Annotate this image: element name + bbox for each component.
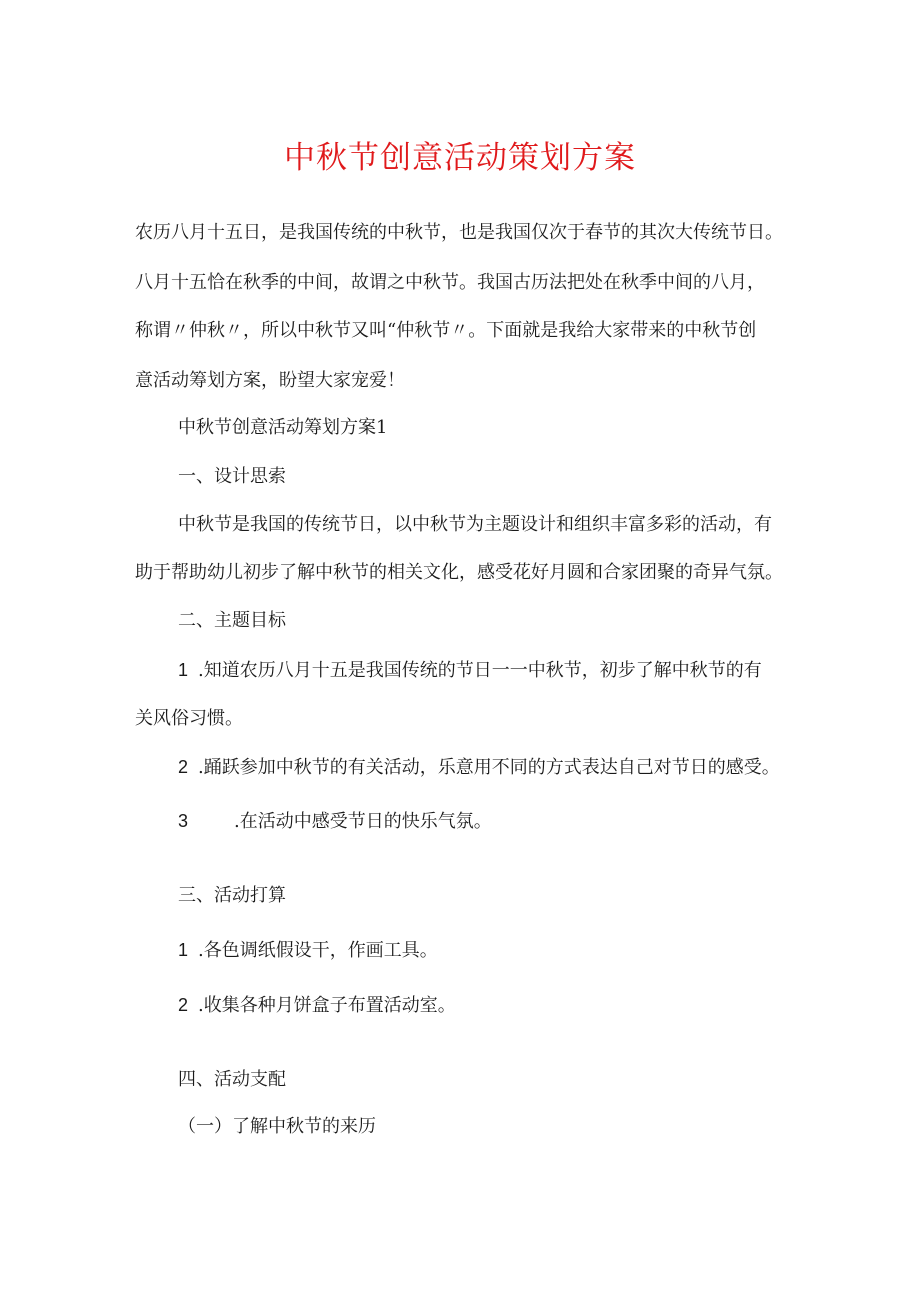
section-3-heading: 三、活动打算 — [178, 885, 286, 906]
section-4-heading: 四、活动支配 — [178, 1069, 286, 1090]
plan-heading: 中秋节创意活动筹划方案1 — [178, 417, 388, 438]
intro-line-2: 八月十五恰在秋季的中间，故谓之中秋节。我国古历法把处在秋季中间的八月， — [135, 272, 765, 293]
goal-item-2 — [178, 754, 780, 781]
prep-item-1-text: .各色调纸假设干，作画工具。 — [198, 940, 438, 961]
goal-item-1 — [178, 657, 762, 684]
goal-item-1-number: 1 — [178, 660, 189, 680]
goal-item-2-text: .踊跃参加中秋节的有关活动，乐意用不同的方式表达自己对节日的感受。 — [198, 757, 780, 778]
prep-item-2 — [178, 992, 456, 1019]
goal-item-1-continuation: 关风俗习惯。 — [135, 708, 243, 729]
goal-item-3-number: 3 — [178, 811, 189, 831]
prep-item-1 — [178, 937, 438, 964]
section-2-heading: 二、主题目标 — [178, 610, 286, 631]
section-1-heading: 一、设计思索 — [178, 466, 286, 487]
intro-line-4: 意活动筹划方案，盼望大家宠爱！ — [135, 370, 405, 391]
document-title: 中秋节创意活动策划方案 — [284, 140, 636, 176]
intro-line-1: 农历八月十五日，是我国传统的中秋节，也是我国仅次于春节的其次大传统节日。 — [135, 222, 783, 243]
goal-item-3-text: .在活动中感受节日的快乐气氛。 — [234, 811, 492, 832]
goal-item-1-text: .知道农历八月十五是我国传统的节日一一中秋节，初步了解中秋节的有 — [198, 660, 762, 681]
prep-item-2-text: .收集各种月饼盒子布置活动室。 — [198, 995, 456, 1016]
section-1-body-line-1: 中秋节是我国的传统节日，以中秋节为主题设计和组织丰富多彩的活动，有 — [178, 514, 772, 535]
goal-item-3 — [178, 808, 492, 835]
prep-item-1-number: 1 — [178, 940, 189, 960]
section-4-subheading: （一）了解中秋节的来历 — [178, 1116, 376, 1137]
section-1-body-line-2: 助于帮助幼儿初步了解中秋节的相关文化，感受花好月圆和合家团聚的奇异气氛。 — [135, 562, 783, 583]
intro-line-3: 称谓〃仲秋〃，所以中秋节又叫“仲秋节〃。下面就是我给大家带来的中秋节创 — [135, 320, 757, 341]
goal-item-2-number: 2 — [178, 757, 189, 777]
prep-item-2-number: 2 — [178, 995, 189, 1015]
